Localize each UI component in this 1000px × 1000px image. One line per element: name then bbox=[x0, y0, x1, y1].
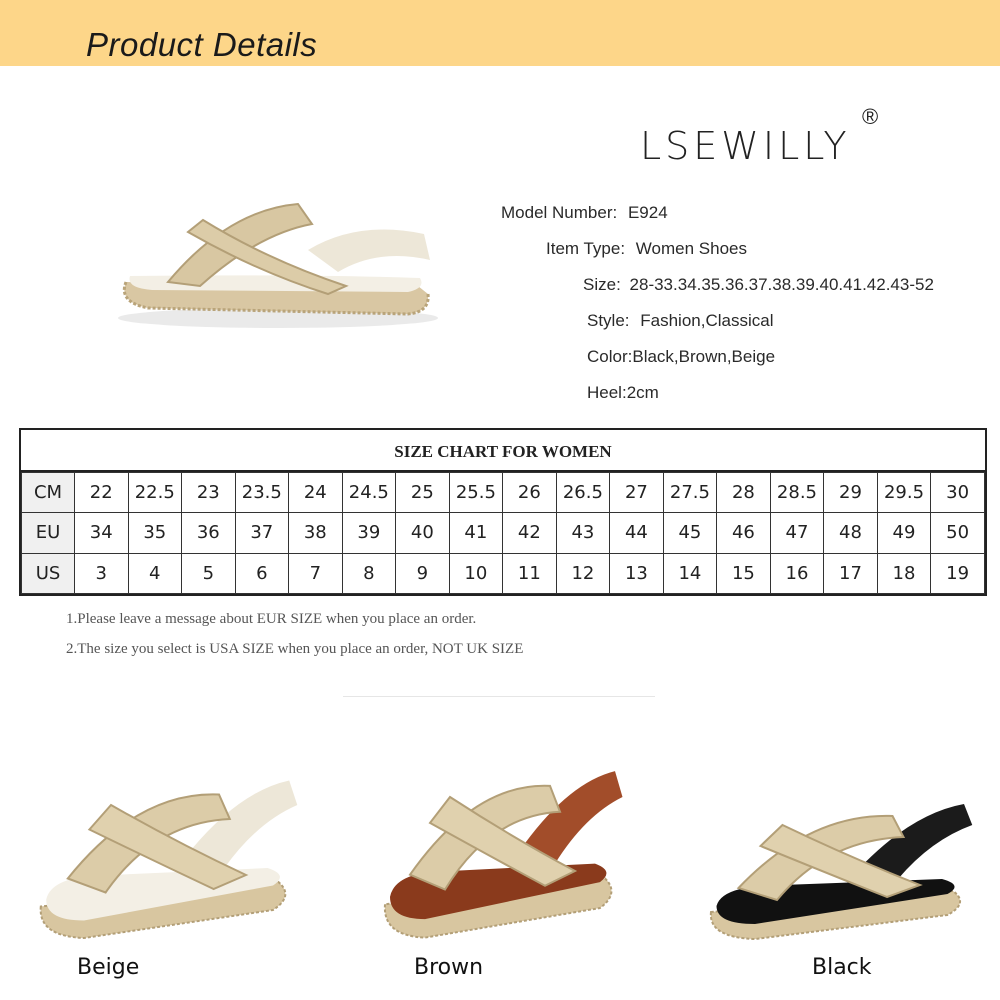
size-cell: 23 bbox=[182, 473, 236, 513]
variant-image-brown bbox=[375, 760, 625, 945]
spec-label: Item Type: bbox=[546, 239, 626, 258]
size-cell: 16 bbox=[770, 553, 824, 593]
size-row-us bbox=[22, 553, 985, 593]
size-cell: 24 bbox=[289, 473, 343, 513]
size-cell: 11 bbox=[503, 553, 557, 593]
sandal-illustration bbox=[118, 204, 438, 328]
size-cell: 18 bbox=[877, 553, 931, 593]
size-cell: 4 bbox=[128, 553, 182, 593]
size-cell: 8 bbox=[342, 553, 396, 593]
size-cell: 23.5 bbox=[235, 473, 289, 513]
spec-label: Style: bbox=[587, 311, 630, 330]
spec-value: 28-33.34.35.36.37.38.39.40.41.42.43-52 bbox=[629, 275, 934, 294]
size-cell: 12 bbox=[556, 553, 610, 593]
size-row-label: EU bbox=[22, 513, 75, 553]
spec-label: Color: bbox=[587, 347, 633, 366]
size-cell: 25.5 bbox=[449, 473, 503, 513]
size-cell: 44 bbox=[610, 513, 664, 553]
page-title: Product Details bbox=[86, 26, 318, 63]
size-cell: 27.5 bbox=[663, 473, 717, 513]
size-cell: 45 bbox=[663, 513, 717, 553]
color-label-black: Black bbox=[812, 955, 872, 980]
size-cell: 9 bbox=[396, 553, 450, 593]
size-cell: 42 bbox=[503, 513, 557, 553]
size-cell: 30 bbox=[931, 473, 985, 513]
size-cell: 38 bbox=[289, 513, 343, 553]
spec-value: 2cm bbox=[626, 383, 659, 402]
size-cell: 29.5 bbox=[877, 473, 931, 513]
variant-image-black bbox=[700, 795, 975, 945]
spec-value: Black,Brown,Beige bbox=[632, 347, 776, 366]
header-banner bbox=[0, 0, 1000, 66]
size-cell: 25 bbox=[396, 473, 450, 513]
size-cell: 19 bbox=[931, 553, 985, 593]
registered-mark: ® bbox=[862, 104, 879, 129]
spec-value: Women Shoes bbox=[635, 239, 747, 258]
spec-item-type bbox=[546, 239, 747, 259]
size-cell: 27 bbox=[610, 473, 664, 513]
size-row-label: US bbox=[22, 553, 75, 593]
size-cell: 13 bbox=[610, 553, 664, 593]
spec-heel bbox=[587, 383, 659, 403]
size-cell: 24.5 bbox=[342, 473, 396, 513]
spec-label: Size: bbox=[583, 275, 621, 294]
size-cell: 37 bbox=[235, 513, 289, 553]
size-cell: 22.5 bbox=[128, 473, 182, 513]
section-divider bbox=[343, 696, 655, 697]
variant-image-beige bbox=[30, 770, 300, 945]
size-cell: 15 bbox=[717, 553, 771, 593]
size-cell: 47 bbox=[770, 513, 824, 553]
spec-style bbox=[587, 311, 774, 331]
size-cell: 22 bbox=[75, 473, 129, 513]
size-cell: 43 bbox=[556, 513, 610, 553]
size-cell: 3 bbox=[75, 553, 129, 593]
size-cell: 36 bbox=[182, 513, 236, 553]
size-cell: 34 bbox=[75, 513, 129, 553]
size-row-label: CM bbox=[22, 473, 75, 513]
spec-size bbox=[583, 275, 934, 295]
spec-model bbox=[501, 203, 668, 223]
size-cell: 41 bbox=[449, 513, 503, 553]
size-cell: 26.5 bbox=[556, 473, 610, 513]
note-usa-size: 2.The size you select is USA SIZE when you place an order, NOT UK SIZE bbox=[66, 641, 524, 657]
brand-logo: LSEWILLY bbox=[640, 124, 851, 168]
spec-value: E924 bbox=[627, 203, 668, 222]
size-chart bbox=[19, 428, 987, 596]
size-cell: 29 bbox=[824, 473, 878, 513]
size-cell: 28.5 bbox=[770, 473, 824, 513]
size-cell: 26 bbox=[503, 473, 557, 513]
size-cell: 35 bbox=[128, 513, 182, 553]
size-cell: 14 bbox=[663, 553, 717, 593]
size-cell: 46 bbox=[717, 513, 771, 553]
spec-color bbox=[587, 347, 775, 367]
size-cell: 10 bbox=[449, 553, 503, 593]
sandal-illustration bbox=[385, 771, 623, 938]
size-row-eu bbox=[22, 513, 985, 553]
size-cell: 28 bbox=[717, 473, 771, 513]
spec-label: Heel: bbox=[587, 383, 627, 402]
size-cell: 49 bbox=[877, 513, 931, 553]
size-cell: 48 bbox=[824, 513, 878, 553]
size-cell: 6 bbox=[235, 553, 289, 593]
size-chart-grid bbox=[21, 472, 985, 594]
size-chart-title: SIZE CHART FOR WOMEN bbox=[21, 430, 985, 472]
hero-product-image bbox=[108, 190, 448, 340]
spec-value: Fashion,Classical bbox=[640, 311, 774, 330]
size-cell: 50 bbox=[931, 513, 985, 553]
sandal-illustration bbox=[41, 781, 298, 939]
size-cell: 7 bbox=[289, 553, 343, 593]
color-label-beige: Beige bbox=[77, 955, 140, 980]
size-cell: 39 bbox=[342, 513, 396, 553]
color-label-brown: Brown bbox=[414, 955, 484, 980]
spec-label: Model Number: bbox=[501, 203, 618, 222]
size-cell: 5 bbox=[182, 553, 236, 593]
size-cell: 40 bbox=[396, 513, 450, 553]
sandal-illustration bbox=[711, 804, 972, 939]
size-row-cm bbox=[22, 473, 985, 513]
note-eur-size: 1.Please leave a message about EUR SIZE when you place an order. bbox=[66, 611, 477, 627]
size-cell: 17 bbox=[824, 553, 878, 593]
